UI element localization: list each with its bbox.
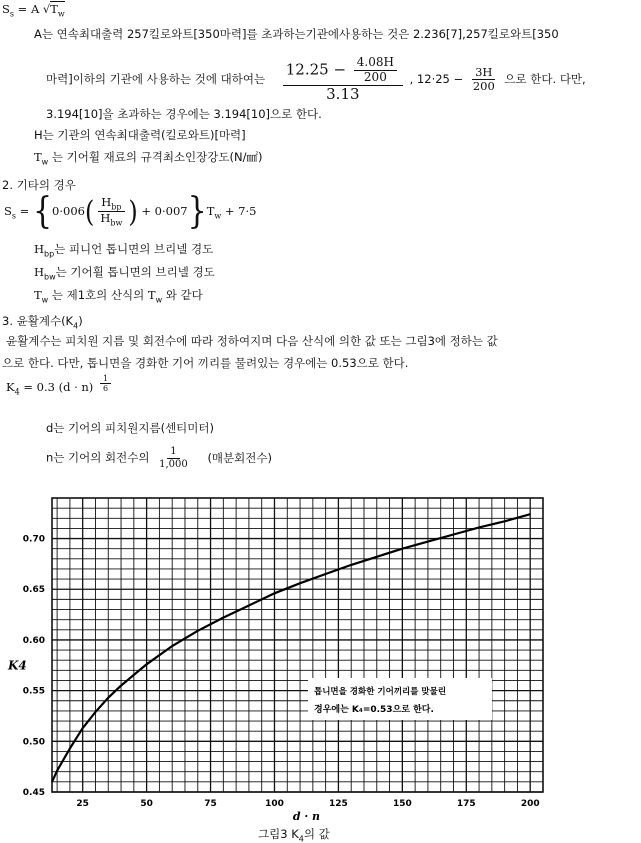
x-tick-label: 75 — [204, 799, 217, 809]
section3-para2: 으로 한다. 다만, 톱니면을 경화한 기어 끼리를 물려있는 경우에는 0.53으로 한다. — [2, 356, 409, 370]
x-tick-label: 25 — [76, 799, 89, 809]
section3-para1: 윤활계수는 피치원 지름 및 회전수에 따라 정하여지며 다음 산식에 의한 값 또는 그림3에 정하는 값 — [6, 334, 498, 348]
annotation-text-1: 톱니면을 경화한 기어끼리를 맞물린 — [314, 687, 447, 697]
def-n: n는 기어의 회전수의 $\frac{1}{1,000}$ (매분회전수) — [46, 446, 272, 470]
formula-section2: $S_s = \{0\cdot 006$( $\frac{H_{bp}}{H_{bw}}$ ) + $0\cdot 007\}T_w + 7\cdot 5$ — [4, 190, 257, 233]
para-a-line1: A는 연속최대출력 257킬로와트[350마력]를 초과하는기관에사용하는 것은 2.236[7],257킬로와트[350 — [34, 27, 559, 41]
y-tick-label: 0.65 — [22, 585, 45, 596]
x-axis-label: d · n — [292, 810, 321, 823]
y-tick-label: 0.70 — [22, 534, 45, 545]
section2-title: 2. 기타의 경우 — [2, 178, 76, 192]
x-tick-label: 175 — [456, 799, 476, 809]
y-tick-label: 0.45 — [22, 788, 45, 798]
def-tw2: $T_w$ 는 제1호의 산식의 $T_w$ 와 같다 — [34, 288, 203, 305]
def-tw: $T_w$ 는 기어휠 재료의 규격최소인장강도(N/㎟) — [34, 150, 263, 167]
x-tick-label: 100 — [265, 799, 284, 809]
figure-caption: 그림3 $K_4$의 값 — [258, 827, 330, 843]
annotation-text-2: 경우에는 K₄=0.53으로 한다. — [314, 705, 434, 715]
x-tick-label: 50 — [140, 799, 153, 809]
section3-title: 3. 윤활계수$(K_4)$ — [2, 314, 83, 331]
y-axis-label: K4 — [8, 658, 27, 673]
para-a-line2: 마력]이하의 기관에 사용하는 것에 대하여는 12.25 − $\frac{4.08H}{200}$ 3.13 , 12·25 − $\frac{3H}{200}$ 으로 한다. 다만, — [46, 55, 586, 103]
formula-k4: $K_4 = 0.3$ (d · n) $\frac{1}{6}$ — [6, 380, 114, 396]
x-tick-label: 150 — [392, 799, 412, 809]
def-hbp: $H_{bp}$는 피니언 톱니면의 브리넬 경도 — [34, 242, 214, 259]
def-d: d는 기어의 피치원지름(센티미터) — [46, 421, 214, 435]
def-hbw: $H_{bw}$는 기어휠 톱니면의 브리넬 경도 — [34, 265, 215, 282]
x-tick-label: 125 — [329, 799, 348, 809]
formula-ss: $S_s = A$ $√T_w$ — [2, 2, 65, 19]
y-tick-label: 0.50 — [22, 737, 45, 748]
def-h: H는 기관의 연속최대출력(킬로와트)[마력] — [34, 128, 246, 142]
plot-frame — [52, 498, 543, 792]
fraction-b: $\frac{3H}{200}$ — [472, 64, 495, 93]
y-tick-label: 0.60 — [22, 635, 45, 646]
fraction-a: 12.25 − $\frac{4.08H}{200}$ 3.13 — [283, 56, 403, 103]
y-tick-label: 0.55 — [22, 686, 45, 697]
x-tick-label: 200 — [520, 799, 540, 809]
k4-chart — [0, 488, 641, 828]
para-a-line3: 3.194[10]을 초과하는 경우에는 3.194[10]으로 한다. — [46, 107, 322, 121]
